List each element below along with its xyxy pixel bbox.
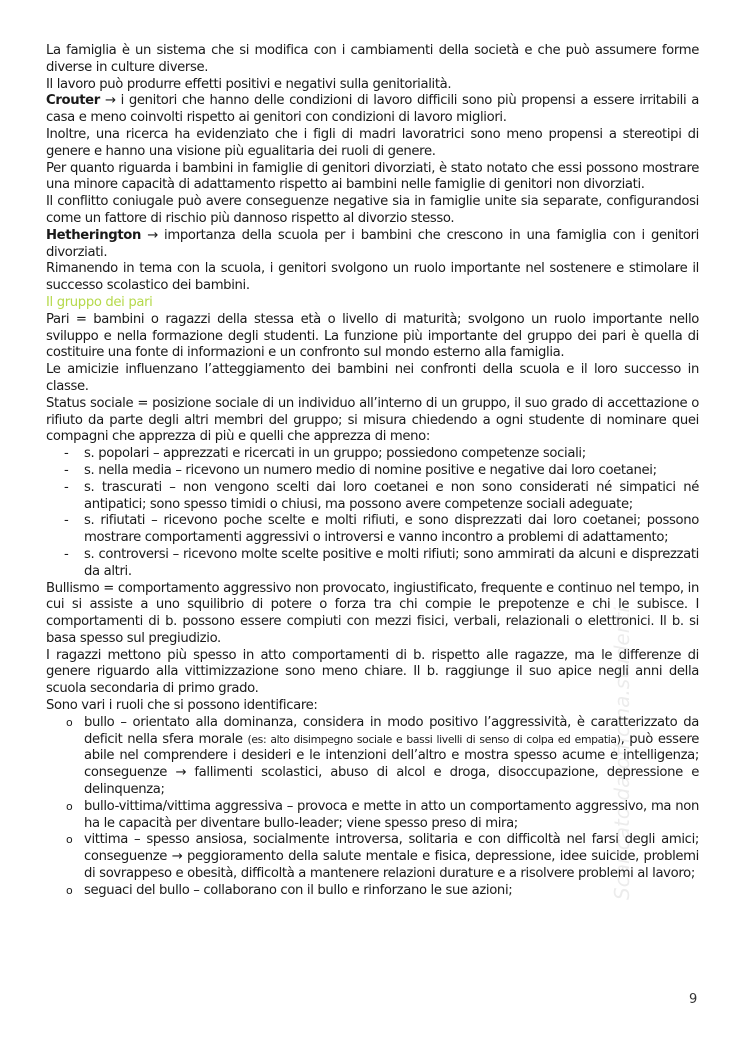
list-item: o seguaci del bullo – collaborano con il bullo e rinforzano le sue azioni;: [66, 882, 513, 898]
dash-bullet-icon: -: [64, 546, 69, 562]
paragraph: Sono vari i ruoli che si possono identificare:: [46, 698, 318, 714]
paragraph: Status sociale = posizione sociale di un individuo all’interno di un gruppo, il suo grado di accettazione o rifiuto da parte degli altri membri del gruppo; si misura chiedendo a ogni studente di nominare quei compagni che apprezza di più e quelli che apprezza di meno:: [46, 395, 699, 445]
document-page: [46, 43, 699, 900]
paragraph: Per quanto riguarda i bambini in famiglie di genitori divorziati, è stato notato che essi possono mostrare una minore capacità di adattamento rispetto ai bambini nelle famiglie di genitori non divorziati.: [46, 160, 699, 193]
author-name: Hetherington: [46, 227, 142, 243]
list-item: - s. trascurati – non vengono scelti dai loro coetanei e non sono considerati né simpatici né antipatici; sono spesso timidi o chiusi, ma possono avere competenze sociali adeguate;: [64, 479, 699, 512]
dash-bullet-icon: -: [64, 462, 69, 478]
paragraph: Il lavoro può produrre effetti positivi e negativi sulla genitorialità.: [46, 76, 452, 92]
dash-bullet-icon: -: [64, 479, 69, 495]
page-number: 9: [689, 992, 698, 1007]
paragraph: Il conflitto coniugale può avere conseguenze negative sia in famiglie unite sia separate, configurandosi come un fattore di rischio più dannoso rispetto al divorzio stesso.: [46, 194, 699, 226]
paragraph: Le amicizie influenzano l’atteggiamento dei bambini nei confronti della scuola e il loro successo in classe.: [46, 362, 699, 394]
paragraph: Crouter → i genitori che hanno delle condizioni di lavoro difficili sono più propensi a essere irritabili a casa e meno coinvolti rispetto ai genitori con condizioni di lavoro migliori.: [46, 93, 699, 126]
paragraph: Bullismo = comportamento aggressivo non provocato, ingiustificato, frequente e continuo nel tempo, in cui si assiste a uno squilibrio di potere o forza tra chi compie le prepotenze e chi le subisce. I comportamenti di b. possono essere compiuti con mezzi fisici, verbali, relazionali o elettronici. Il b. si basa spesso sul pregiudizio.: [46, 580, 699, 646]
list-item: - s. rifiutati – ricevono poche scelte e molti rifiuti, e sono disprezzati dai loro coetanei; possono mostrare comportamenti aggressivi o introversi e vanno incontro a problemi di adattamento;: [64, 513, 699, 546]
paragraph: Rimanendo in tema con la scuola, i genitori svolgono un ruolo importante nel sostenere e stimolare il successo scolastico dei bambini.: [46, 261, 699, 294]
paragraph: Hetherington → importanza della scuola per i bambini che crescono in una famiglia con i genitori divorziati.: [46, 227, 699, 260]
list-item: - s. controversi – ricevono molte scelte positive e molti rifiuti; sono ammirati da alcuni e disprezzati da altri.: [64, 546, 699, 579]
status-list: [46, 446, 699, 580]
list-item: - s. nella media – ricevono un numero medio di nomine positive e negative dai loro coetanei;: [64, 462, 657, 478]
dash-bullet-icon: -: [64, 513, 69, 529]
section-heading: Il gruppo dei pari: [46, 294, 153, 310]
watermark: Scaricato da officina.studenti: [610, 607, 634, 900]
list-item: - s. popolari – apprezzati e ricercati in un gruppo; possiedono competenze sociali;: [64, 446, 586, 462]
circle-bullet-icon: o: [66, 883, 73, 897]
list-item: o bullo-vittima/vittima aggressiva – provoca e mette in atto un comportamento aggressivo, ma non ha le capacità per diventare bullo-leader; viene spesso preso di mira;: [66, 798, 699, 831]
circle-bullet-icon: o: [66, 715, 73, 729]
dash-bullet-icon: -: [64, 446, 69, 462]
roles-list: [46, 715, 699, 900]
circle-bullet-icon: o: [66, 799, 73, 813]
list-item: o vittima – spesso ansiosa, socialmente introversa, solitaria e con difficoltà nel farsi degli amici; conseguenze → peggioramento della salute mentale e fisica, depressione, idee suicide, problemi di sovrappeso e obesità, difficoltà a mantenere relazioni durature e a risolvere problemi al lavoro;: [66, 832, 699, 882]
circle-bullet-icon: o: [66, 833, 73, 847]
paragraph: Inoltre, una ricerca ha evidenziato che i figli di madri lavoratrici sono meno propensi a stereotipi di genere e hanno una visione più egualitaria dei ruoli di genere.: [46, 126, 699, 159]
paragraph: I ragazzi mettono più spesso in atto comportamenti di b. rispetto alle ragazze, ma le differenze di genere riguardo alla vittimizzazione sono meno chiare. Il b. raggiunge il suo apice negli anni della scuola secondaria di primo grado.: [46, 647, 699, 697]
list-item: o bullo – orientato alla dominanza, considera in modo positivo l’aggressività, è caratterizzato da deficit nella sfera morale (es: alto disimpegno sociale e bassi livelli di senso di colpa ed empatia), può essere abile nel comprendere i desideri e le intenzioni dell’altro e mostra spesso acume e intelligenza; conseguenze → fallimenti scolastici, abuso di alcol e droga, disoccupazione, depressione e delinquenza;: [66, 714, 700, 798]
author-name: Crouter: [46, 93, 100, 109]
paragraph: Pari = bambini o ragazzi della stessa età o livello di maturità; svolgono un ruolo importante nello sviluppo e nella formazione degli studenti. La funzione più importante del gruppo dei pari è quella di costituire una fonte di informazioni e un confronto sul mondo esterno alla famiglia.: [46, 311, 699, 361]
paragraph: La famiglia è un sistema che si modifica con i cambiamenti della società e che può assumere forme diverse in culture diverse.: [46, 43, 699, 75]
